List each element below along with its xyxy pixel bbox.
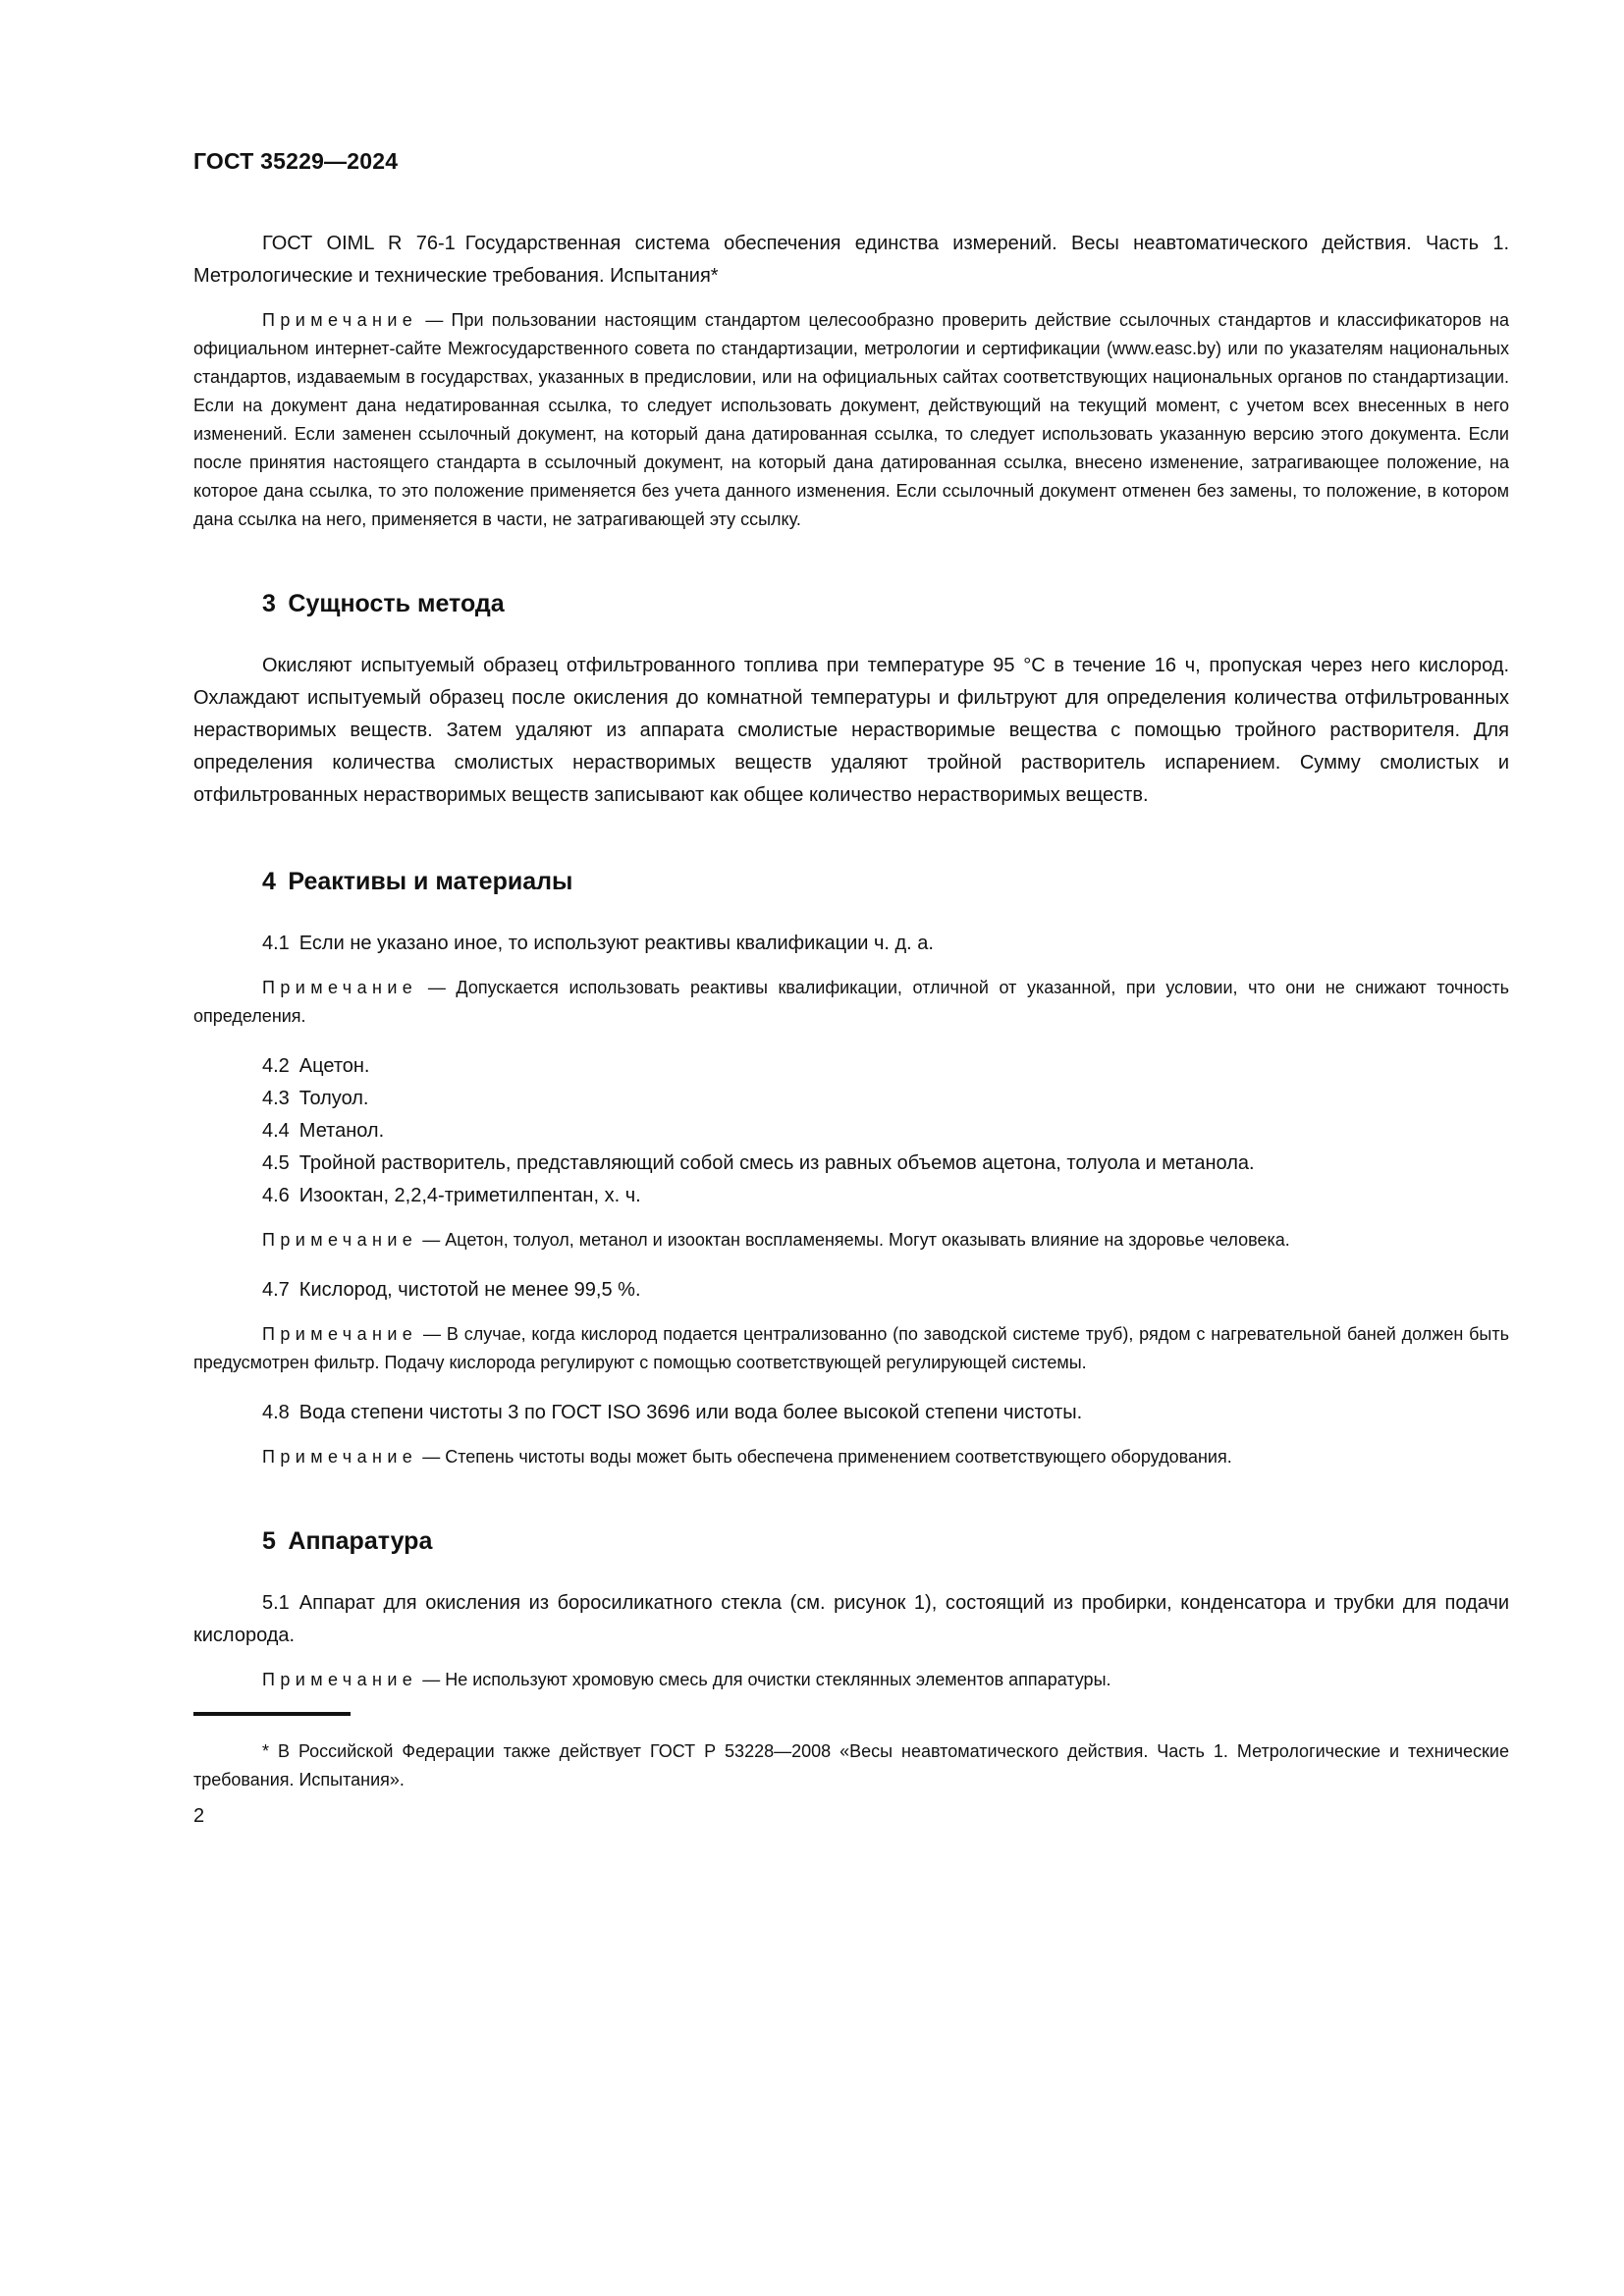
- note-paragraph-4-1: [193, 974, 1509, 1031]
- note-paragraph-4-8: [193, 1443, 1509, 1471]
- clause-4-4: 4.4 Метанол.: [262, 1120, 385, 1142]
- note-text: — Ацетон, толуол, метанол и изооктан воспламеняемы. Могут оказывать влияние на здоровье человека.: [422, 1230, 1290, 1250]
- clause-4-5: 4.5 Тройной растворитель, представляющий собой смесь из равных объемов ацетона, толуола и метанола.: [262, 1152, 1255, 1174]
- section-3-heading: 3 Сущность метода: [262, 590, 505, 617]
- document-number-header: ГОСТ 35229—2024: [193, 148, 399, 174]
- note-text: — Степень чистоты воды может быть обеспечена применением соответствующего оборудования.: [422, 1447, 1232, 1467]
- clause-4-7: 4.7 Кислород, чистотой не менее 99,5 %.: [262, 1279, 641, 1301]
- note-label: Примечание: [262, 1447, 418, 1467]
- note-paragraph-4-7: [193, 1320, 1509, 1377]
- note-label: Примечание: [262, 978, 418, 997]
- clause-4-6: 4.6 Изооктан, 2,2,4-триметилпентан, х. ч.: [262, 1185, 641, 1206]
- note-paragraph-4-6: [193, 1226, 1509, 1255]
- note-text: — При пользовании настоящим стандартом целесообразно проверить действие ссылочных стандартов и классификаторов на официальном интернет-сайте Межгосударственного совета по стандартизации, метрологии и сертификации (www.easc.by) или по указателям национальных стандартов, издаваемым в государствах, указанных в предисловии, или на официальных сайтах соответствующих национальных органов по стандартизации. Если на документ дана недатированная ссылка, то следует использовать документ, действующий на текущий момент, с учетом всех внесенных в него изменений. Если заменен ссылочный документ, на который дана датированная ссылка, то следует использовать указанную версию этого документа. Если после принятия настоящего стандарта в ссылочный документ, на который дана датированная ссылка, внесено изменение, затрагивающее положение, на которое дана ссылка, то это положение применяется без учета данного изменения. Если ссылочный документ отменен без замены, то положение, в котором дана ссылка на него, применяется в части, не затрагивающей эту ссылку.: [193, 310, 1509, 529]
- note-label: Примечание: [262, 310, 418, 330]
- page-number: 2: [193, 1805, 205, 1827]
- footnote-text: * В Российской Федерации также действует ГОСТ Р 53228—2008 «Весы неавтоматического действия. Часть 1. Метрологические и технические требования. Испытания».: [193, 1741, 1509, 1789]
- clause-4-8: 4.8 Вода степени чистоты 3 по ГОСТ ISO 3696 или вода более высокой степени чистоты.: [262, 1402, 1083, 1423]
- clause-4-2: 4.2 Ацетон.: [262, 1055, 370, 1077]
- note-label: Примечание: [262, 1324, 418, 1344]
- footnote-divider: [193, 1712, 351, 1716]
- clause-4-3: 4.3 Толуол.: [262, 1088, 369, 1109]
- section-4-heading: 4 Реактивы и материалы: [262, 868, 573, 895]
- section-5-heading: 5 Аппаратура: [262, 1527, 433, 1555]
- note-paragraph-5-1: [193, 1666, 1509, 1694]
- note-paragraph-references: [193, 306, 1509, 534]
- note-label: Примечание: [262, 1230, 418, 1250]
- section-3-body: Окисляют испытуемый образец отфильтрованного топлива при температуре 95 °С в течение 16 ч, пропуская через него кислород. Охлаждают испытуемый образец после окисления до комнатной температуры и фильтруют для определения количества отфильтрованных нерастворимых веществ. Затем удаляют из аппарата смолистые нерастворимые вещества с помощью тройного растворителя. Для определения количества смолистых нерастворимых веществ удаляют тройной растворитель испарением. Сумму смолистых и отфильтрованных нерастворимых веществ записывают как общее количество нерастворимых веществ.: [193, 655, 1509, 806]
- note-label: Примечание: [262, 1670, 418, 1689]
- note-text: — Допускается использовать реактивы квалификации, отличной от указанной, при условии, что они не снижают точность определения.: [193, 978, 1509, 1026]
- clause-4-1: 4.1 Если не указано иное, то используют реактивы квалификации ч. д. а.: [262, 933, 934, 954]
- note-text: — Не используют хромовую смесь для очистки стеклянных элементов аппаратуры.: [422, 1670, 1111, 1689]
- note-text: — В случае, когда кислород подается централизованно (по заводской системе труб), рядом с нагревательной баней должен быть предусмотрен фильтр. Подачу кислорода регулируют с помощью соответствующей регулирующей системы.: [193, 1324, 1509, 1372]
- clause-5-1: 5.1 Аппарат для окисления из боросиликатного стекла (см. рисунок 1), состоящий из пробирки, конденсатора и трубки для подачи кислорода.: [193, 1592, 1509, 1646]
- reference-paragraph: ГОСТ OIML R 76-1 Государственная система обеспечения единства измерений. Весы неавтоматического действия. Часть 1. Метрологические и технические требования. Испытания*: [193, 233, 1509, 287]
